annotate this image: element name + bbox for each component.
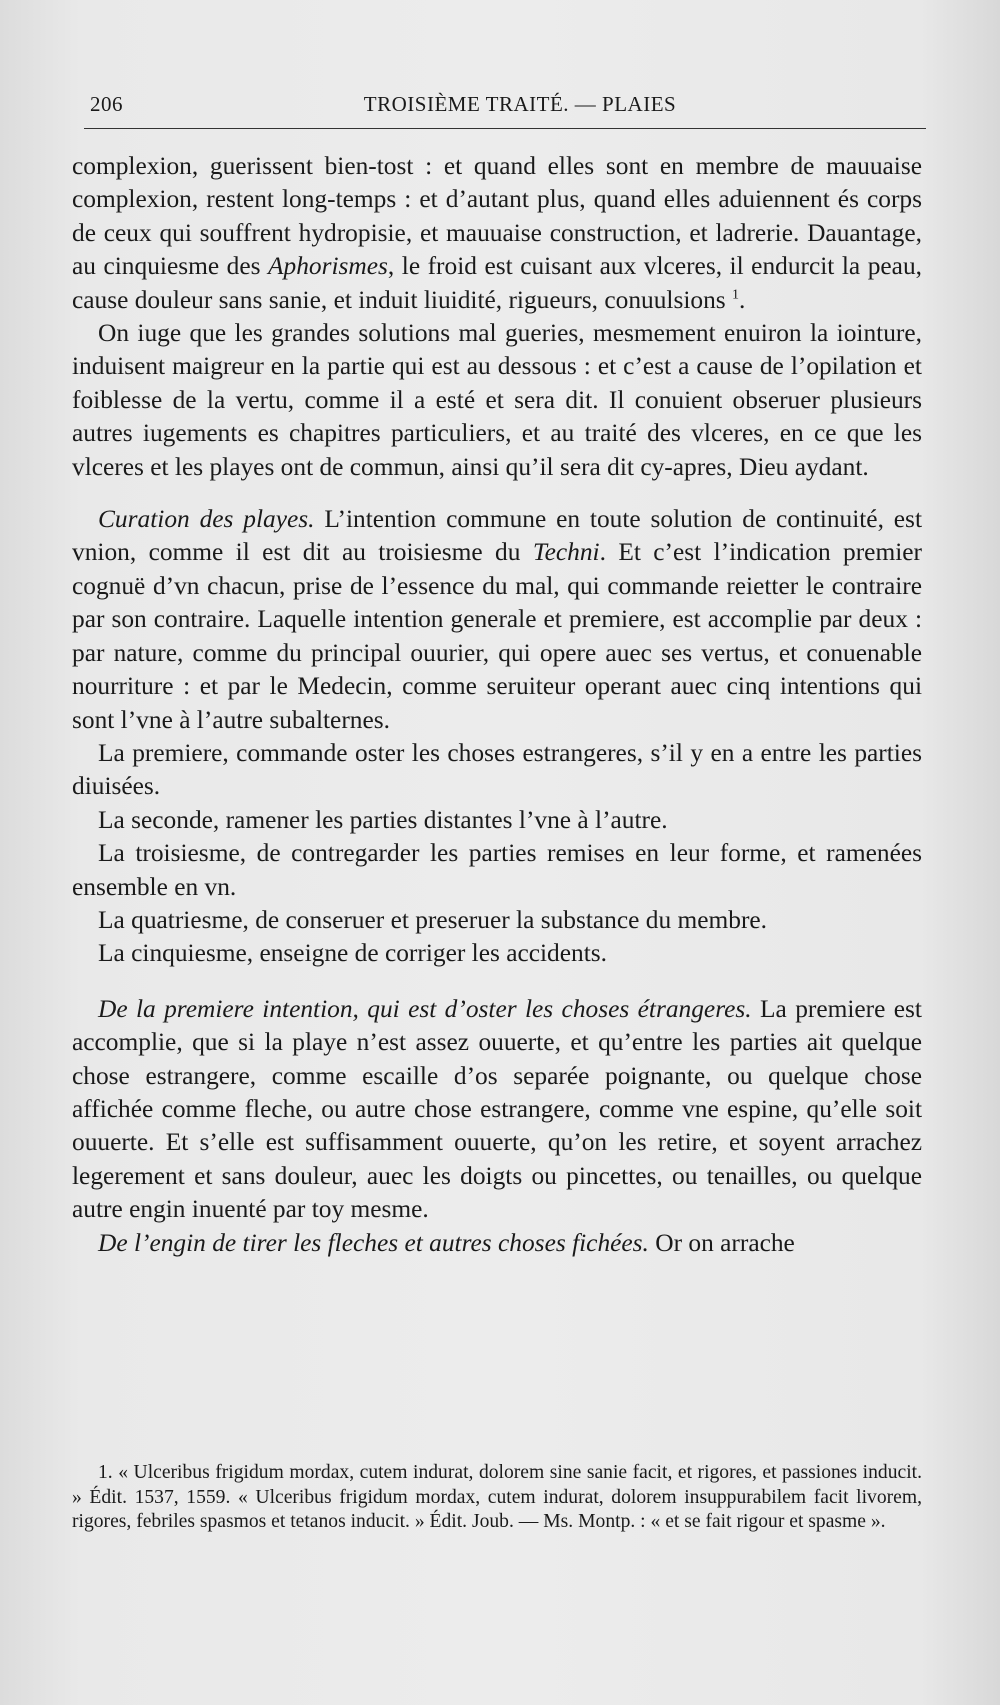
running-title: TROISIÈME TRAITÉ. — PLAIES: [363, 92, 677, 116]
paragraph: De l’engin de tirer les fleches et autres choses fichées. Or on arrache: [98, 1228, 795, 1257]
paragraph: Curation des playes. L’intention commune en toute solution de continuité, est vnion, comme il est dit au troisiesme du Techni. Et c’est l’indication premier cognuë d’vn chacun, prise de l’essence du mal, qui commande reietter le contraire par son contraire. Laquelle intention generale et premiere, est accomplie par deux : par nature, comme du principal ouurier, qui opere auec ses vertus, et conuenable nourriture : et par le Medecin, comme seruiteur operant auec cinq intentions qui sont l’vne à l’autre subalternes.: [72, 505, 922, 734]
paragraph: On iuge que les grandes solutions mal gueries, mesmement enuiron la iointure, induisent maigreur en la partie qui est au dessous : et c’est a cause de l’opilation et foiblesse de la vertu, comme il a esté et sera dit. Il conuient obseruer plusieurs autres iugements es chapitres particuliers, et au traité des vlceres, en ce que les vlceres et les playes ont de commun, ainsi qu’il sera dit cy-apres, Dieu aydant.: [72, 319, 922, 481]
header-rule: [84, 128, 926, 129]
paragraph: De la premiere intention, qui est d’oster les choses étrangeres. La premiere est accomplie, que si la playe n’est assez ouuerte, et qu’entre les parties ait quelque chose estrangere, comme escaille d’os separée poignante, ou quelque chose affichée comme fleche, ou autre chose estrangere, comme vne espine, qu’elle soit ouuerte. Et s’elle est suffisamment ouuerte, qu’on les retire, et soyent arrachez legerement et sans douleur, auec les doigts ou pincettes, ou tenailles, ou quelque autre engin inuenté par toy mesme.: [72, 994, 922, 1224]
section-heading: De la premiere intention, qui est d’oster les choses étrangeres.: [98, 994, 752, 1023]
spacer: [72, 971, 922, 993]
footnote: [72, 1461, 922, 1535]
page-header: [86, 86, 924, 122]
paragraph: complexion, guerissent bien-tost : et quand elles sont en membre de mauuaise complexion, restent long-temps : et d’autant plus, quand elles aduiennent és corps de ceux qui souffrent hydropisie, et mauuaise construction, et ladrerie. Dauantage, au cinquiesme des Aphorismes, le froid est cuisant aux vlceres, il endurcit la peau, cause douleur sans sanie, et induit liuidité, rigueurs, conuulsions $^1$.: [72, 152, 922, 314]
paragraph: La premiere, commande oster les choses estrangeres, s’il y en a entre les parties diuisées.: [72, 738, 922, 801]
italic-title: Aphorismes: [268, 252, 388, 281]
main-text: [72, 150, 922, 1260]
section-heading: De l’engin de tirer les fleches et autres choses fichées.: [98, 1228, 649, 1257]
page-number: 206: [90, 92, 123, 116]
spacer: [72, 484, 922, 503]
paragraph: La troisiesme, de contregarder les parties remises en leur forme, et ramenées ensemble en vn.: [72, 839, 922, 901]
paragraph: La cinquiesme, enseigne de corriger les accidents.: [98, 939, 608, 968]
footnote-ref: 1: [732, 287, 740, 303]
italic-title: Techni: [532, 538, 600, 567]
section-heading: Curation des playes.: [98, 505, 315, 534]
paragraph: La seconde, ramener les parties distantes l’vne à l’autre.: [98, 805, 668, 834]
footnote-text: 1. « Ulceribus frigidum mordax, cutem indurat, dolorem sine sanie facit, et rigores, et passiones inducit. » Édit. 1537, 1559. « Ulceribus frigidum mordax, cutem indurat, dolorem insuppurabilem facit livorem, rigores, febriles spasmos et tetanos inducit. » Édit. Joub. — Ms. Montp. : « et se fait rigour et spasme ».: [72, 1462, 922, 1532]
paragraph: La quatriesme, de conseruer et preseruer la substance du membre.: [98, 905, 768, 934]
